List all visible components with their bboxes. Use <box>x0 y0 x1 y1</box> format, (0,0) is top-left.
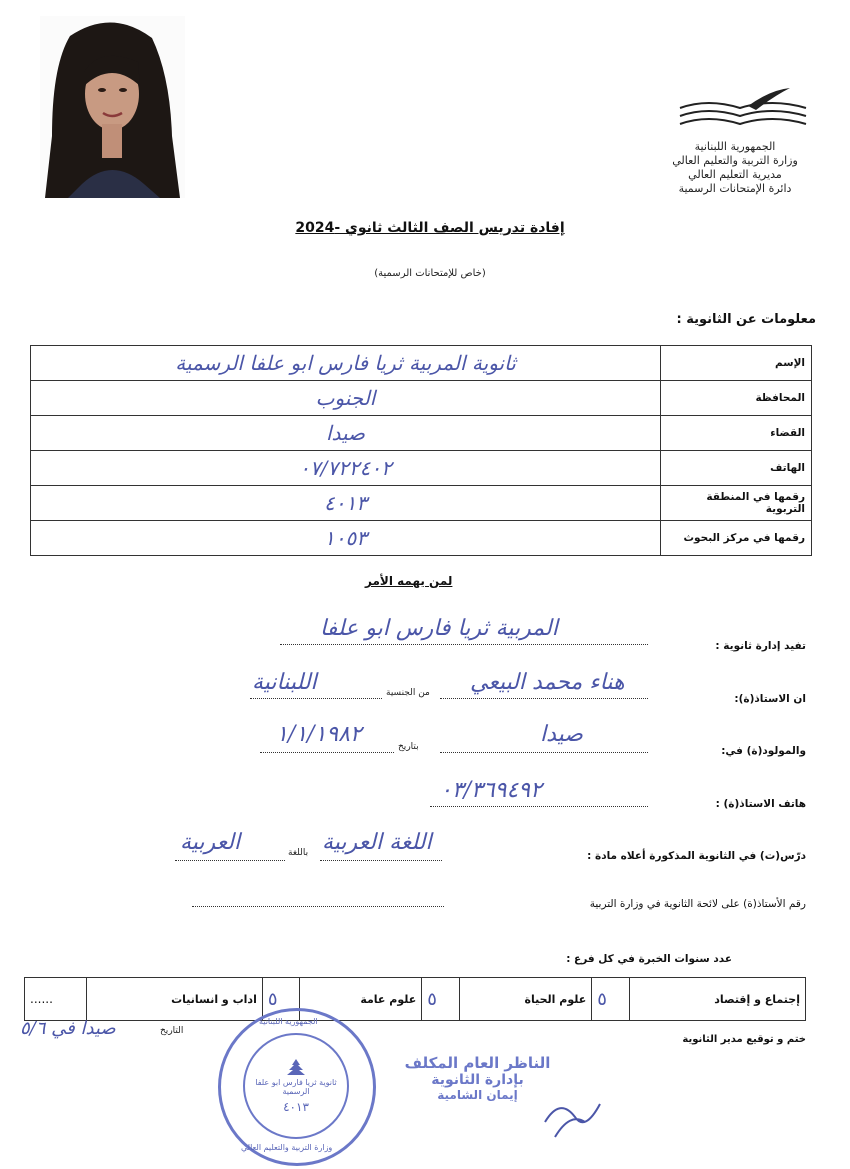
to-whom-heading: لمن يهمه الأمر <box>365 574 453 588</box>
birthplace-label: والمولود(ة) في: <box>721 745 806 757</box>
field-label: القضاء <box>661 416 812 451</box>
stamp-ministry-text: وزارة التربية والتعليم العالي <box>241 1143 333 1152</box>
phone-label: هاتف الاستاذ(ة) : <box>715 798 806 810</box>
branch-label: علوم الحياة <box>459 978 591 1021</box>
experience-table <box>24 977 806 1021</box>
table-row <box>31 416 812 451</box>
field-label: المحافظة <box>661 381 812 416</box>
teacher-name-label: ان الاستاذ(ة): <box>734 693 806 705</box>
nationality-value: اللبنانية <box>252 670 317 695</box>
branch-value: ٥ <box>592 978 630 1021</box>
document-subtitle: (خاص للإمتحانات الرسمية) <box>374 268 486 279</box>
branch-value: ٥ <box>262 978 300 1021</box>
ministry-number-line <box>192 890 444 907</box>
branch-value: ...... <box>25 978 87 1021</box>
signature <box>540 1092 610 1146</box>
subject-label: درّس(ت) في الثانوية المذكورة أعلاه مادة : <box>587 850 806 862</box>
stamp-inner <box>243 1033 349 1139</box>
section-title: معلومات عن الثانوية : <box>676 312 816 327</box>
principal-title: الناظر العام المكلف <box>404 1054 551 1072</box>
cedar-icon <box>285 1058 307 1078</box>
birth-date-label: بتاريخ <box>398 742 419 752</box>
field-label: رقمها في مركز البحوث <box>661 521 812 556</box>
date-label: التاريخ <box>160 1026 184 1036</box>
principal-stamp <box>395 1054 560 1102</box>
nationality-label: من الجنسية <box>386 688 430 698</box>
table-row <box>31 486 812 521</box>
ministry-logo <box>678 88 808 134</box>
branch-value: ٥ <box>422 978 460 1021</box>
branch-label: علوم عامة <box>300 978 422 1021</box>
language-label: باللغة <box>288 848 309 858</box>
table-row <box>31 346 812 381</box>
table-row <box>25 978 806 1021</box>
field-label: رقمها في المنطقة التربوية <box>661 486 812 521</box>
header-line: دائرة الإمتحانات الرسمية <box>678 182 792 195</box>
teacher-name-value: هناء محمد البيعي <box>470 670 625 695</box>
principal-role: بإدارة الثانوية <box>431 1072 524 1088</box>
header-line: مديرية التعليم العالي <box>688 168 782 181</box>
school-value: المربية ثريا فارس ابو علفا <box>320 616 558 641</box>
field-value: ثانوية المربية ثريا فارس ابو علفا الرسمية <box>31 346 661 381</box>
header-line: الجمهورية اللبنانية <box>694 140 776 153</box>
ministry-header <box>650 140 820 196</box>
header-line: وزارة التربية والتعليم العالي <box>672 154 798 167</box>
birth-date-value: ١/١/١٩٨٢ <box>276 722 362 747</box>
birthplace-value: صيدا <box>540 722 583 747</box>
official-stamp <box>218 1008 376 1166</box>
table-row <box>31 521 812 556</box>
field-value: ٠٧/٧٢٢٤٠٢ <box>31 451 661 486</box>
school-label: تفيد إدارة ثانوية : <box>715 640 806 652</box>
phone-value: ٠٣/٣٦٩٤٩٢ <box>440 778 542 803</box>
field-value: ١٠٥٣ <box>31 521 661 556</box>
stamp-number: ٤٠١٣ <box>283 1100 309 1114</box>
field-value: الجنوب <box>31 381 661 416</box>
branch-label: إجتماع و إقتصاد <box>629 978 805 1021</box>
stamp-top-text: الجمهورية اللبنانية <box>259 1017 318 1026</box>
field-value: صيدا <box>31 416 661 451</box>
experience-label: عدد سنوات الخبرة في كل فرع : <box>566 953 732 965</box>
field-value: ٤٠١٣ <box>31 486 661 521</box>
ministry-number-label: رقم الأستاذ(ة) على لائحة الثانوية في وزارة التربية <box>589 898 806 910</box>
table-row <box>31 451 812 486</box>
school-info-table <box>30 345 812 556</box>
field-label: الإسم <box>661 346 812 381</box>
branch-label: اداب و انسانيات <box>86 978 262 1021</box>
date-value: صيدا في ٥/٦ <box>20 1018 116 1039</box>
document-title: إفادة تدريس الصف الثالث ثانوي -2024 <box>295 220 565 236</box>
table-row <box>31 381 812 416</box>
language-value: العربية <box>180 830 241 855</box>
applicant-photo <box>40 16 185 198</box>
subject-value: اللغة العربية <box>322 830 432 855</box>
stamp-school: ثانوية ثريا فارس ابو علفا الرسمية <box>255 1078 337 1096</box>
field-label: الهاتف <box>661 451 812 486</box>
principal-name: إيمان الشامية <box>437 1088 518 1102</box>
seal-label: ختم و توقيع مدير الثانوية <box>682 1034 806 1045</box>
